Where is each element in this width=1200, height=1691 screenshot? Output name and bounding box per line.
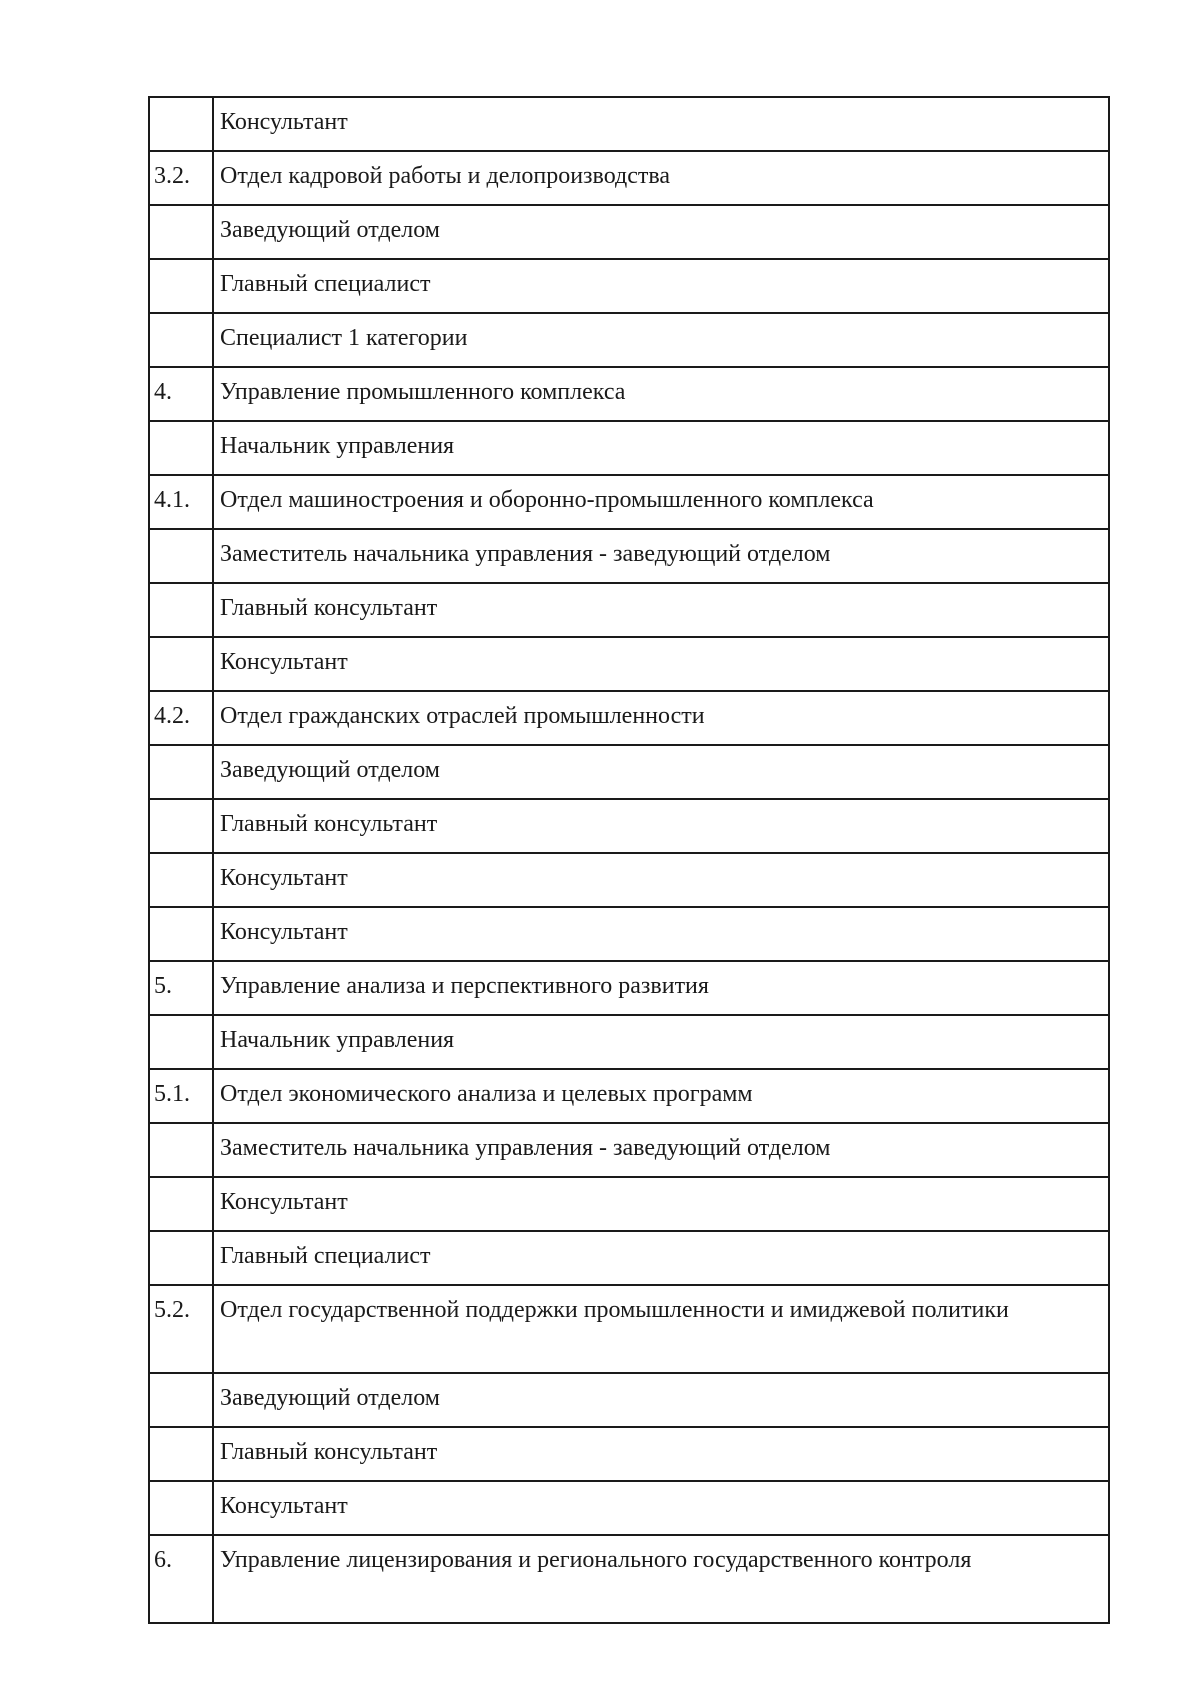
row-title-cell: Заместитель начальника управления - заведующий отделом — [213, 529, 1109, 583]
row-number-cell — [149, 259, 213, 313]
row-title-cell: Управление анализа и перспективного развития — [213, 961, 1109, 1015]
row-number-cell: 5. — [149, 961, 213, 1015]
row-title-cell: Главный специалист — [213, 1231, 1109, 1285]
row-number-cell — [149, 1123, 213, 1177]
row-number-cell — [149, 1427, 213, 1481]
row-title-cell: Отдел кадровой работы и делопроизводства — [213, 151, 1109, 205]
row-title-cell: Главный консультант — [213, 1427, 1109, 1481]
table-row — [149, 583, 1109, 637]
table-row — [149, 475, 1109, 529]
row-title-cell: Консультант — [213, 907, 1109, 961]
row-title-cell: Начальник управления — [213, 1015, 1109, 1069]
row-title-cell: Специалист 1 категории — [213, 313, 1109, 367]
row-number-cell — [149, 97, 213, 151]
table-row — [149, 367, 1109, 421]
row-number-cell — [149, 637, 213, 691]
row-title-cell: Отдел государственной поддержки промышленности и имиджевой политики — [213, 1285, 1109, 1373]
table-row — [149, 1481, 1109, 1535]
row-number-cell: 4. — [149, 367, 213, 421]
row-number-cell: 5.1. — [149, 1069, 213, 1123]
row-title-cell: Консультант — [213, 853, 1109, 907]
row-number-cell — [149, 907, 213, 961]
row-number-cell — [149, 1177, 213, 1231]
table-row — [149, 907, 1109, 961]
row-number-cell — [149, 313, 213, 367]
row-number-cell — [149, 799, 213, 853]
row-number-cell — [149, 745, 213, 799]
row-title-cell: Заведующий отделом — [213, 1373, 1109, 1427]
table-row — [149, 1015, 1109, 1069]
row-title-cell: Главный консультант — [213, 799, 1109, 853]
table-row — [149, 691, 1109, 745]
table-row — [149, 151, 1109, 205]
row-number-cell: 3.2. — [149, 151, 213, 205]
table-row — [149, 205, 1109, 259]
row-number-cell — [149, 1015, 213, 1069]
table-row — [149, 1427, 1109, 1481]
row-number-cell: 4.2. — [149, 691, 213, 745]
table-row — [149, 745, 1109, 799]
table-row — [149, 799, 1109, 853]
row-number-cell — [149, 1231, 213, 1285]
row-title-cell: Управление лицензирования и регионального государственного контроля — [213, 1535, 1109, 1623]
row-title-cell: Консультант — [213, 637, 1109, 691]
row-number-cell — [149, 529, 213, 583]
positions-table — [148, 96, 1110, 1624]
row-title-cell: Заведующий отделом — [213, 745, 1109, 799]
table-row — [149, 259, 1109, 313]
table-row — [149, 97, 1109, 151]
row-title-cell: Управление промышленного комплекса — [213, 367, 1109, 421]
table-row — [149, 637, 1109, 691]
table-row — [149, 1069, 1109, 1123]
row-number-cell: 5.2. — [149, 1285, 213, 1373]
table-row — [149, 961, 1109, 1015]
table-row — [149, 421, 1109, 475]
row-number-cell — [149, 1373, 213, 1427]
table-row — [149, 1285, 1109, 1373]
row-title-cell: Главный консультант — [213, 583, 1109, 637]
row-number-cell — [149, 205, 213, 259]
row-title-cell: Заведующий отделом — [213, 205, 1109, 259]
row-number-cell — [149, 1481, 213, 1535]
row-title-cell: Консультант — [213, 1481, 1109, 1535]
table-row — [149, 1177, 1109, 1231]
table-row — [149, 853, 1109, 907]
row-title-cell: Отдел машиностроения и оборонно-промышленного комплекса — [213, 475, 1109, 529]
row-number-cell: 6. — [149, 1535, 213, 1623]
table-row — [149, 1123, 1109, 1177]
row-title-cell: Главный специалист — [213, 259, 1109, 313]
table-row — [149, 313, 1109, 367]
row-title-cell: Консультант — [213, 97, 1109, 151]
row-number-cell — [149, 421, 213, 475]
row-title-cell: Заместитель начальника управления - заведующий отделом — [213, 1123, 1109, 1177]
table-row — [149, 1373, 1109, 1427]
row-title-cell: Начальник управления — [213, 421, 1109, 475]
table-row — [149, 1535, 1109, 1623]
row-number-cell — [149, 853, 213, 907]
table-row — [149, 529, 1109, 583]
row-title-cell: Отдел экономического анализа и целевых программ — [213, 1069, 1109, 1123]
row-title-cell: Консультант — [213, 1177, 1109, 1231]
row-number-cell: 4.1. — [149, 475, 213, 529]
table-row — [149, 1231, 1109, 1285]
positions-table-body — [149, 97, 1109, 1623]
row-title-cell: Отдел гражданских отраслей промышленности — [213, 691, 1109, 745]
row-number-cell — [149, 583, 213, 637]
